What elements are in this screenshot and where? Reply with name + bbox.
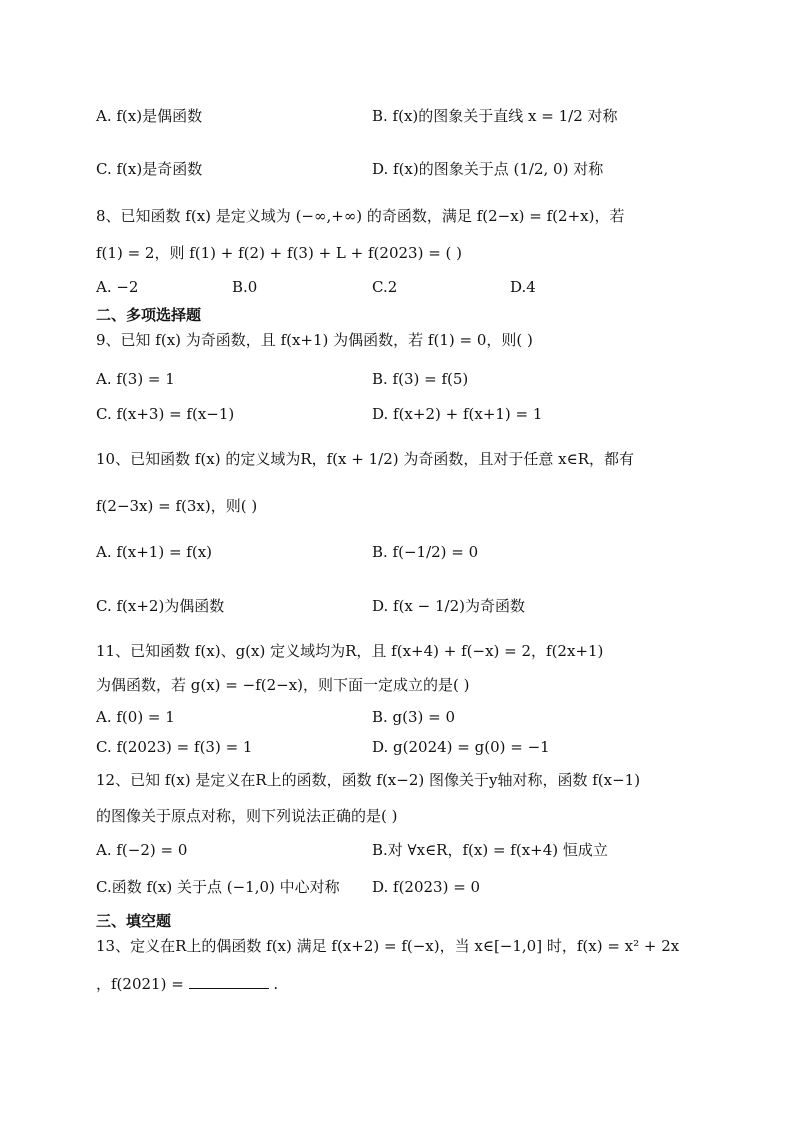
- section-heading-multiple-choice: 二、多项选择题: [96, 306, 202, 324]
- q13-line2-prefix: ，f(2021) =: [96, 975, 184, 993]
- q12-option-b: B.对 ∀x∈R，f(x) = f(x+4) 恒成立: [372, 841, 608, 859]
- q12-option-c: C.函数 f(x) 关于点 (−1,0) 中心对称: [96, 878, 340, 896]
- q13-line2-suffix: .: [273, 975, 279, 993]
- q9-stem: 9、已知 f(x) 为奇函数，且 f(x+1) 为偶函数，若 f(1) = 0，则( ): [96, 331, 533, 349]
- q8-option-b: B.0: [232, 278, 258, 296]
- q8-option-d: D.4: [510, 278, 536, 296]
- q9-option-c: C. f(x+3) = f(x−1): [96, 405, 235, 423]
- q10-option-b: B. f(−1/2) = 0: [372, 543, 479, 561]
- q11-stem-line2: 为偶函数，若 g(x) = −f(2−x)，则下面一定成立的是( ): [96, 676, 470, 694]
- q12-option-d: D. f(2023) = 0: [372, 878, 481, 896]
- q13-answer-blank[interactable]: [189, 974, 269, 989]
- q8-stem-line1: 8、已知函数 f(x) 是定义域为 (−∞,+∞) 的奇函数，满足 f(2−x) = f(2+x)，若: [96, 207, 625, 225]
- q12-stem-line2: 的图像关于原点对称，则下列说法正确的是( ): [96, 807, 398, 825]
- q7-option-a: A. f(x)是偶函数: [96, 107, 203, 125]
- q9-option-b: B. f(3) = f(5): [372, 370, 469, 388]
- q12-option-a: A. f(−2) = 0: [96, 841, 188, 859]
- q7-option-d: D. f(x)的图象关于点 (1/2, 0) 对称: [372, 160, 604, 178]
- section-heading-fill-in: 三、填空题: [96, 912, 172, 930]
- q8-option-c: C.2: [372, 278, 398, 296]
- q11-option-b: B. g(3) = 0: [372, 708, 456, 726]
- q8-stem-line2: f(1) = 2，则 f(1) + f(2) + f(3) + L + f(2023) = ( ): [96, 244, 462, 262]
- q13-stem-line2: [96, 974, 278, 994]
- q7-option-c: C. f(x)是奇函数: [96, 160, 203, 178]
- q13-stem-line1: 13、定义在R上的偶函数 f(x) 满足 f(x+2) = f(−x)，当 x∈[−1,0] 时，f(x) = x² + 2x: [96, 937, 680, 955]
- q8-option-a: A. −2: [96, 278, 139, 296]
- q10-option-a: A. f(x+1) = f(x): [96, 543, 213, 561]
- q11-stem-line1: 11、已知函数 f(x)、g(x) 定义域均为R，且 f(x+4) + f(−x) = 2，f(2x+1): [96, 642, 604, 660]
- q10-stem-line1: 10、已知函数 f(x) 的定义域为R，f(x + 1/2) 为奇函数，且对于任意 x∈R，都有: [96, 450, 634, 468]
- q12-stem-line1: 12、已知 f(x) 是定义在R上的函数，函数 f(x−2) 图像关于y轴对称，函数 f(x−1): [96, 771, 641, 789]
- q7-option-b: B. f(x)的图象关于直线 x = 1/2 对称: [372, 107, 618, 125]
- q11-option-c: C. f(2023) = f(3) = 1: [96, 738, 253, 756]
- q11-option-d: D. g(2024) = g(0) = −1: [372, 738, 550, 756]
- q10-stem-line2: f(2−3x) = f(3x)，则( ): [96, 497, 258, 515]
- q10-option-d: D. f(x − 1/2)为奇函数: [372, 597, 525, 615]
- q9-option-d: D. f(x+2) + f(x+1) = 1: [372, 405, 543, 423]
- q9-option-a: A. f(3) = 1: [96, 370, 175, 388]
- q10-option-c: C. f(x+2)为偶函数: [96, 597, 225, 615]
- q11-option-a: A. f(0) = 1: [96, 708, 175, 726]
